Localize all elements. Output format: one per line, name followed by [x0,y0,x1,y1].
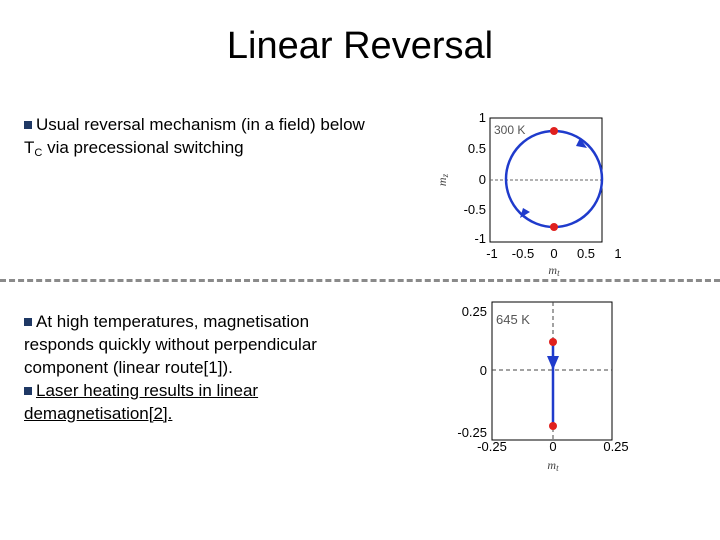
section1-text [24,113,424,165]
y-tick-label: -0.5 [463,202,486,217]
trajectory-circle [506,131,602,227]
end-point [550,223,558,231]
y-axis-label: mz [435,173,450,187]
x-axis-label: mt [548,263,560,278]
trajectory-arrow [547,356,559,370]
y-tick-label: 0 [478,172,486,187]
y-tick-label: 0.25 [461,304,487,319]
section1-line1: Usual reversal mechanism (in a field) below [36,115,365,134]
section2-text [24,310,424,425]
plot-645k [440,290,640,475]
section1-tc-symbol: T [24,138,35,157]
y-tick-label: -1 [474,231,486,246]
bullet-icon [24,318,32,326]
x-tick-label: 0.25 [603,439,629,454]
x-tick-label: 0 [549,439,557,454]
temperature-label: 645 K [496,312,530,327]
bullet-icon [24,387,32,395]
temperature-label: 300 K [494,123,526,137]
section2-bullet2-line1: Laser heating results in linear [36,381,259,400]
x-tick-label: -1 [486,246,498,261]
x-tick-label: 1 [614,246,622,261]
x-tick-label: 0 [550,246,558,261]
section2-bullet1-line1: At high temperatures, magnetisation [36,312,310,331]
x-tick-label: -0.25 [477,439,507,454]
slide-title: Linear Reversal [226,25,494,67]
y-tick-label: 0 [479,363,487,378]
section2-bullet1-line3: component (linear route[1]). [24,358,233,377]
end-point [549,422,557,430]
section2-bullet1-line2: responds quickly without perpendicular [24,335,317,354]
start-point [550,127,558,135]
x-tick-label: 0.5 [576,246,596,261]
y-tick-label: -0.25 [457,425,487,440]
x-axis-label: mt [547,458,559,473]
plot-300k [430,100,640,280]
bullet-icon [24,121,32,129]
section2-bullet2-line2: demagnetisation[2]. [24,404,173,423]
y-tick-label: 0.5 [467,141,486,156]
start-point [549,338,557,346]
section1-tc-subscript: C [34,147,43,159]
y-tick-label: 1 [478,110,486,125]
section1-line2: via precessional switching [42,138,244,157]
x-tick-label: -0.5 [511,246,535,261]
